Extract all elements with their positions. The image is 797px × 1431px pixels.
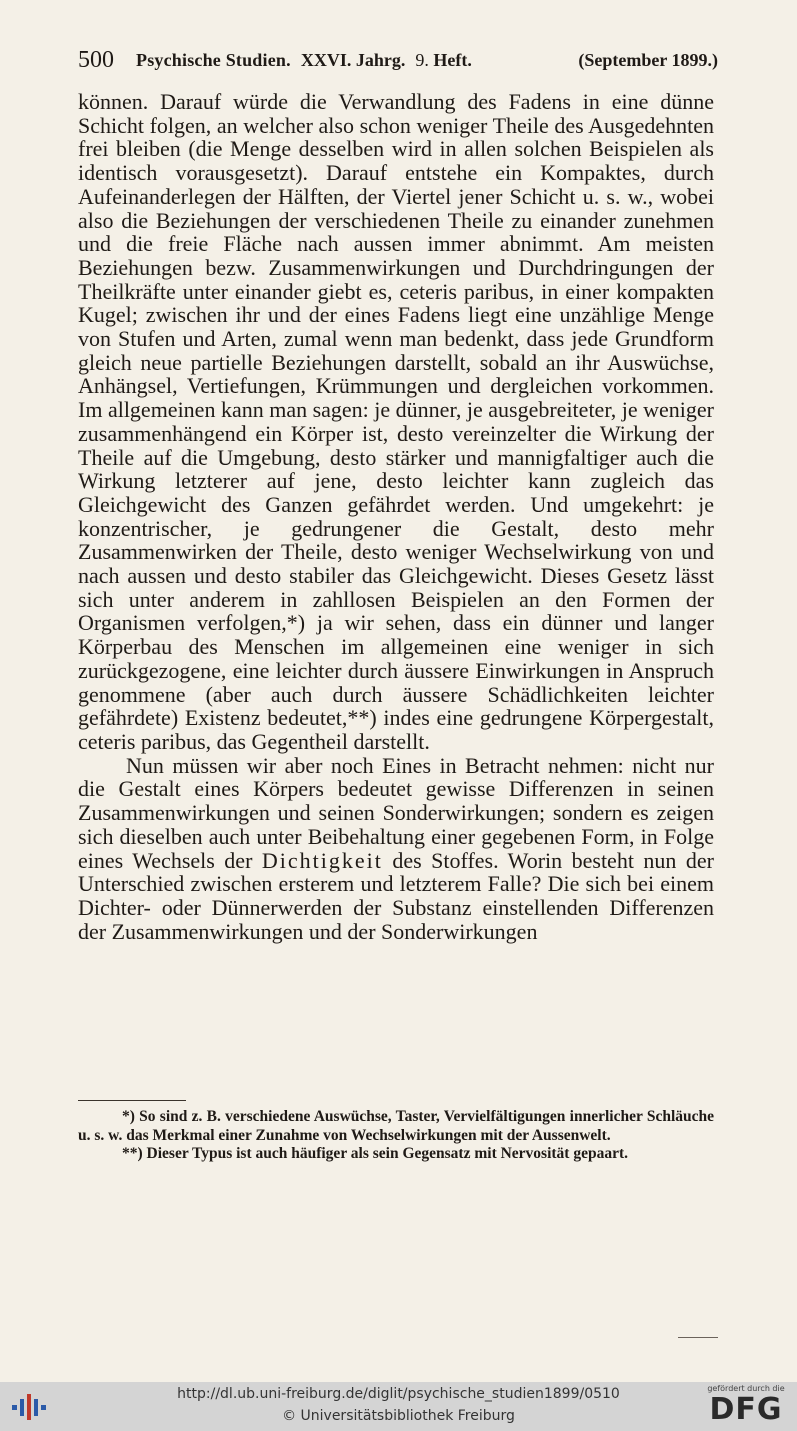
- footnote-2: **) Dieser Typus ist auch häufiger als sein Gegensatz mit Nervosität gepaart.: [122, 1145, 629, 1163]
- dfg-logo: [703, 1384, 789, 1429]
- footnote-separator: [78, 1100, 186, 1101]
- body-paragraph: [78, 754, 714, 944]
- issue-label: [415, 50, 471, 71]
- paragraph-text: Nun müssen wir aber noch Eines in Betracht nehmen: nicht nur die Gestalt eines Körpers bedeutet gewisse Differenzen in seinen Zusammenwirkungen und seinen Sonderwirkungen; sondern es zeigen sich dieselben auch unter Beibehaltung einer gegebenen Form, in Folge eines Wechsels der: [78, 752, 714, 873]
- body-text: [78, 90, 714, 943]
- issue-number: 9.: [415, 49, 429, 70]
- footnote-1: *) So sind z. B. verschiedene Auswüchse, Taster, Vervielfältigungen innerlicher Schläuche u. s. w. das Merkmal einer Zunahme von Wechselwirkungen mit der Aussenwelt.: [78, 1108, 714, 1144]
- permalink-url[interactable]: http://dl.ub.uni-freiburg.de/diglit/psychische_studien1899/0510: [177, 1386, 620, 1402]
- page-mark-line: [678, 1337, 718, 1338]
- copyright-notice: © Universitätsbibliothek Freiburg: [282, 1408, 515, 1424]
- paragraph-text: des Stoffes. Worin besteht nun der Unterschied zwischen ersterem und letzterem Falle? Die sich bei einem Dichter- oder Dünnerwerden der Substanz einstellenden Differenzen der Zusammenwirkungen und der Sonderwirkungen: [78, 847, 714, 944]
- dfg-logo-text: DFG: [709, 1392, 783, 1427]
- running-header: [78, 46, 718, 74]
- issue-date: (September 1899.): [578, 49, 718, 70]
- volume-label: XXVI. Jahrg.: [300, 49, 406, 70]
- viewer-footer: [0, 1382, 797, 1431]
- paragraph-text: können. Darauf würde die Verwandlung des Fadens in eine dünne Schicht folgen, an welcher also schon weniger Theile des Ausgedehnten frei bleiben (die Menge desselben wird in allen solchen Beispielen als identisch vorausgesetzt). Darauf entstehe ein Kompaktes, durch Aufeinanderlegen der Hälften, der Viertel jener Schicht u. s. w., wobei also die Beziehungen der verschiedenen Theile zu einander zunehmen und die freie Fläche nach aussen immer abnimmt. Am meisten Beziehungen bezw. Zusammenwirkungen und Durchdringungen der Theilkräfte unter einander giebt es, ceteris paribus, in einer kompakten Kugel; zwischen ihr und der eines Fadens liegt eine unzählige Menge von Stufen und Arten, zumal wenn man bedenkt, dass jede Grundform gleich neue partielle Beziehungen darstellt, sobald an ihr Auswüchse, Anhängsel, Vertiefungen, Krümmungen und dergleichen vorkommen. Im allgemeinen kann man sagen: je dünner, je ausgebreiteter, je weniger zusammenhängend ein Körper ist, desto vereinzelter die Wirkung der Theile auf die Umgebung, desto stärker und mannigfaltiger auch die Wirkung letzterer auf jene, desto leichter kann zugleich das Gleichgewicht des Ganzen gefährdet werden. Und umgekehrt: je konzentrischer, je gedrungener die Gestalt, desto mehr Zusammenwirken der Theile, desto weniger Wechselwirkung von und nach aussen und desto stabiler das Gleichgewicht. Dieses Gesetz lässt sich unter anderem in zahllosen Beispielen an den Formen der Organismen verfolgen,*) ja wir sehen, dass ein dünner und langer Körperbau des Menschen im allgemeinen eine weniger in sich zurückgezogene, eine leichter durch äussere Einwirkungen in Anspruch genommene (aber auch durch äussere Schädlichkeiten leichter gefährdete) Existenz bedeutet,**) indes eine gedrungene Körpergestalt, ceteris paribus, das Gegentheil darstellt.: [78, 89, 714, 754]
- body-paragraph: [78, 90, 714, 754]
- footnotes: [78, 1108, 714, 1164]
- dfg-tagline: gefördert durch die: [707, 1384, 785, 1393]
- emphasized-term: Dichtigkeit: [261, 847, 383, 873]
- issue-word: Heft.: [433, 49, 472, 70]
- journal-title: Psychische Studien.: [136, 49, 291, 70]
- page-number: 500: [78, 46, 114, 73]
